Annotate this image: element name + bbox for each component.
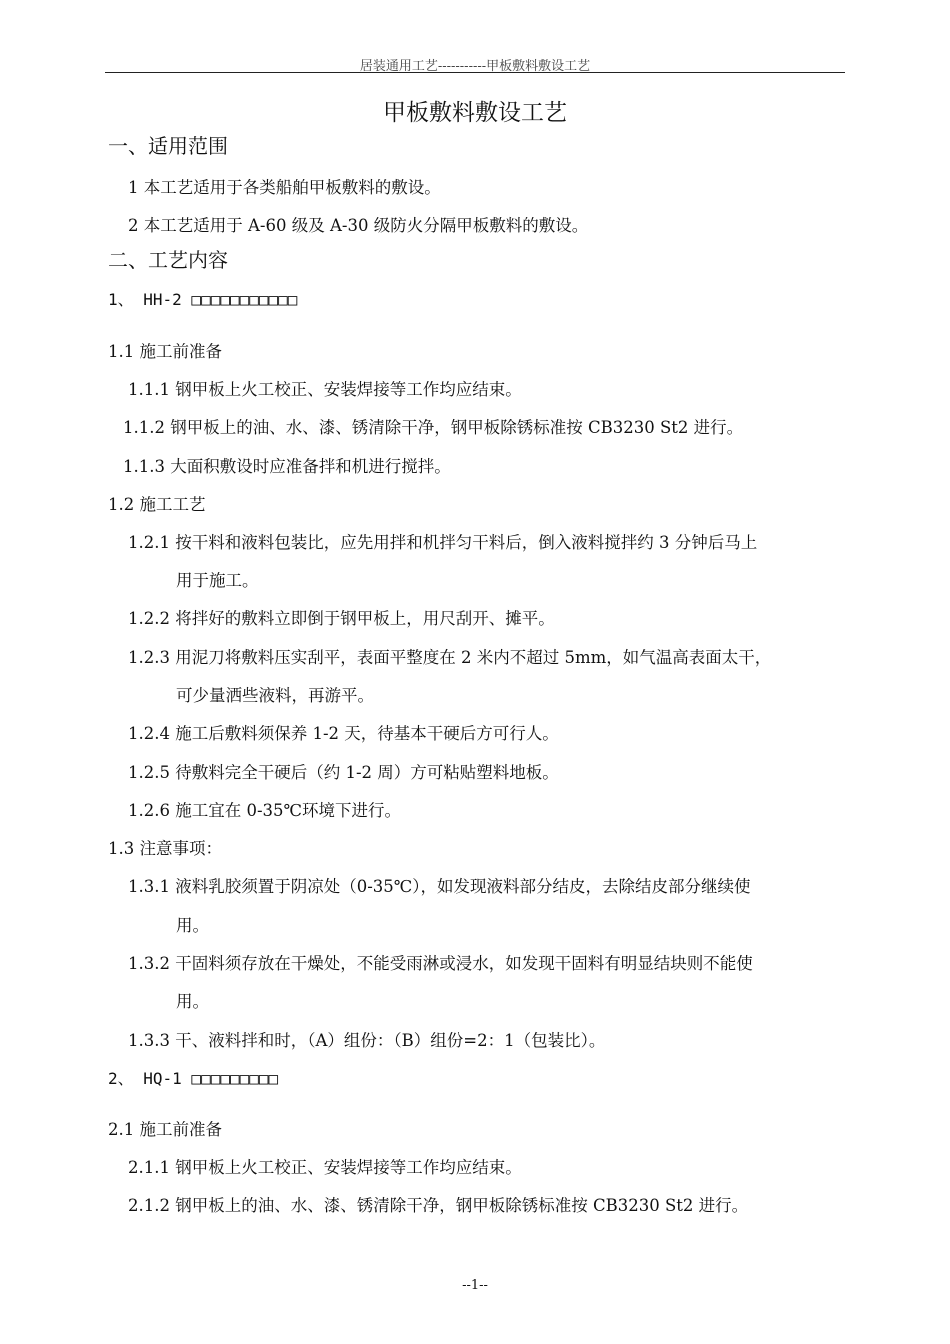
item-1-3-3: 1.3.3 干、液料拌和时，（A）组份：（B）组份=2：1（包装比）。: [128, 1031, 606, 1050]
item-2-1-2: 2.1.2 钢甲板上的油、水、漆、锈清除干净，钢甲板除锈标准按 CB3230 St2 进行。: [128, 1196, 749, 1215]
item-1-2-1-cont: 用于施工。: [176, 571, 259, 590]
item-1-2-4: 1.2.4 施工后敷料须保养 1-2 天，待基本干硬后方可行人。: [128, 724, 559, 743]
item-1-3-1: 1.3.1 液料乳胶须置于阴凉处（0-35℃），如发现液料部分结皮，去除结皮部分继续使: [128, 877, 751, 896]
subsection-title-2-1: 2.1 施工前准备: [108, 1120, 222, 1139]
item-1-1-1: 1.1.1 钢甲板上火工校正、安装焊接等工作均应结束。: [128, 380, 522, 399]
item-1-2-1: 1.2.1 按干料和液料包装比，应先用拌和机拌匀干料后，倒入液料搅拌约 3 分钟后马上: [128, 533, 758, 552]
subsection-title-1-3: 1.3 注意事项：: [108, 839, 222, 858]
item-1-3-1-cont: 用。: [176, 916, 209, 935]
document-title: 甲板敷料敷设工艺: [383, 100, 567, 126]
page-number: --1--: [462, 1278, 488, 1293]
subsection-title-1-2: 1.2 施工工艺: [108, 495, 206, 514]
item-1-1-3: 1.1.3 大面积敷设时应准备拌和机进行搅拌。: [123, 457, 451, 476]
header-rule: [105, 72, 845, 73]
item-1-2-6: 1.2.6 施工宜在 0-35℃环境下进行。: [128, 801, 401, 820]
section-heading-scope: 一、适用范围: [108, 134, 228, 158]
subsection-title-1-1: 1.1 施工前准备: [108, 342, 222, 361]
item-1-1-2: 1.1.2 钢甲板上的油、水、漆、锈清除干净，钢甲板除锈标准按 CB3230 St2 进行。: [123, 418, 744, 437]
item-1-2-2: 1.2.2 将拌好的敷料立即倒于钢甲板上，用尺刮开、摊平。: [128, 609, 555, 628]
section-heading-content: 二、工艺内容: [108, 248, 228, 272]
scope-item-1: 1 本工艺适用于各类船舶甲板敷料的敷设。: [128, 178, 441, 197]
item-1-3-2: 1.3.2 干固料须存放在干燥处，不能受雨淋或浸水，如发现干固料有明显结块则不能使: [128, 954, 753, 973]
item-1-2-3-cont: 可少量洒些液料，再游平。: [176, 686, 374, 705]
item-1-2-3: 1.2.3 用泥刀将敷料压实刮平，表面平整度在 2 米内不超过 5mm，如气温高表面太干，: [128, 648, 772, 667]
item-1-3-2-cont: 用。: [176, 992, 209, 1011]
part-heading-hq1: 2、 HQ-1 □□□□□□□□□: [108, 1069, 279, 1088]
part-heading-hh2: 1、 HH-2 □□□□□□□□□□□: [108, 290, 298, 309]
item-2-1-1: 2.1.1 钢甲板上火工校正、安装焊接等工作均应结束。: [128, 1158, 522, 1177]
item-1-2-5: 1.2.5 待敷料完全干硬后（约 1-2 周）方可粘贴塑料地板。: [128, 763, 559, 782]
scope-item-2: 2 本工艺适用于 A-60 级及 A-30 级防火分隔甲板敷料的敷设。: [128, 216, 589, 235]
page-header: 居装通用工艺-----------甲板敷料敷设工艺: [359, 59, 591, 74]
